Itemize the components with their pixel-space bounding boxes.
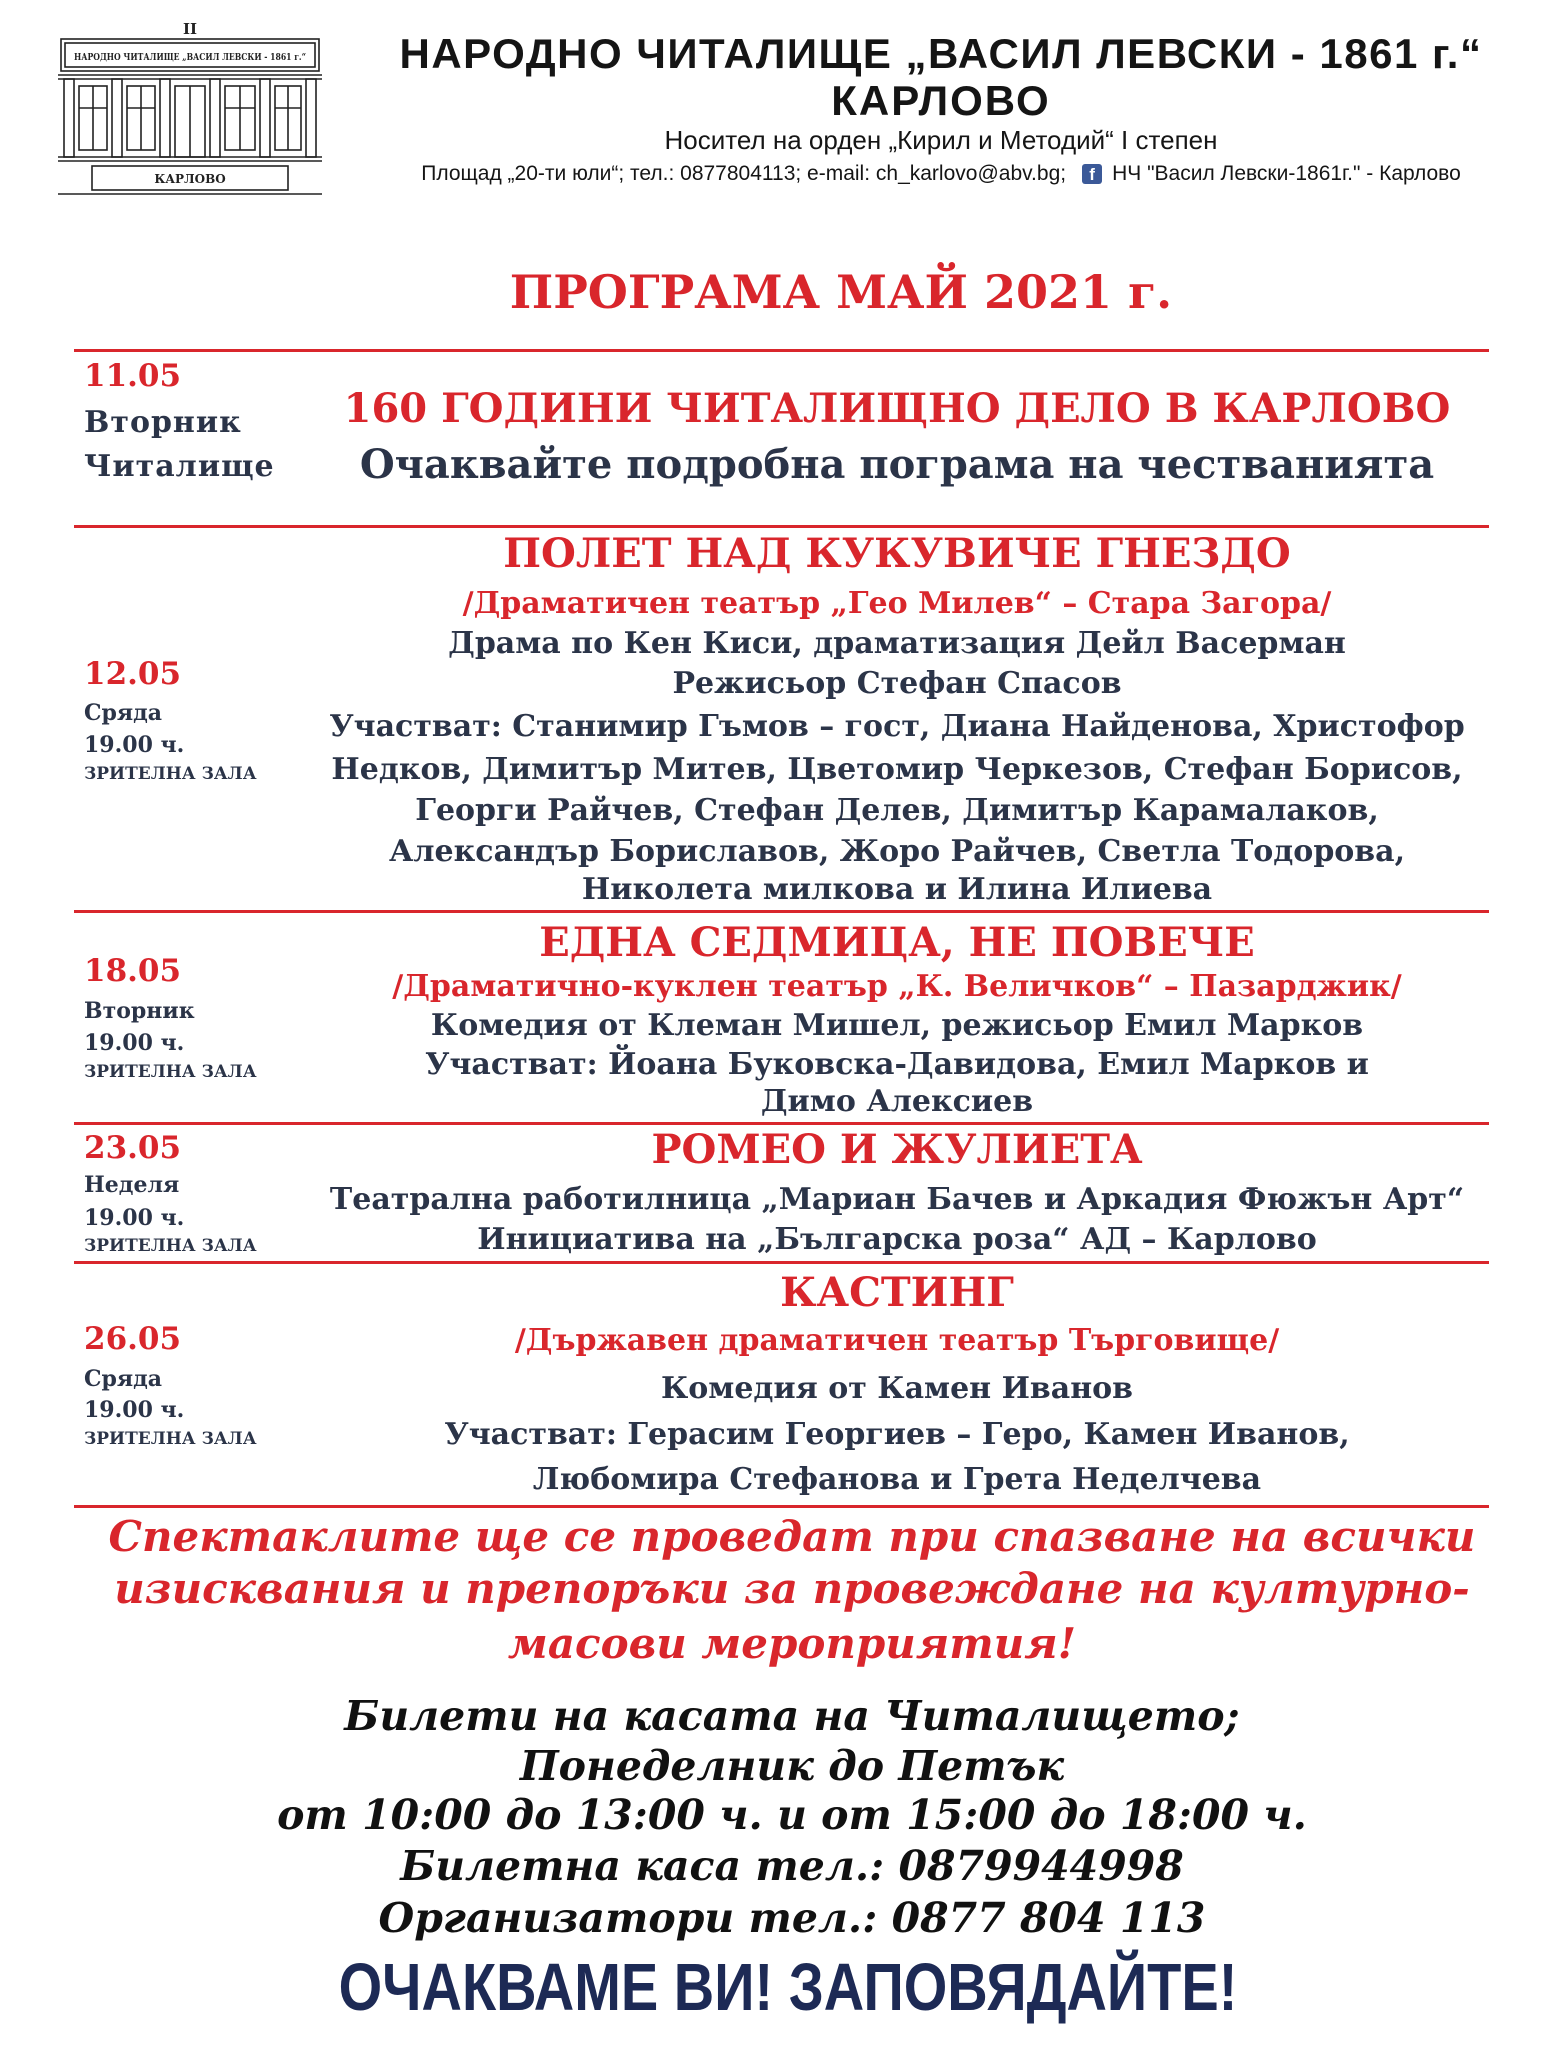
event-line: Участват: Герасим Георгиев – Геро, Камен Иванов, [444,1417,1350,1452]
divider-rule [74,1261,1489,1264]
header-title: НАРОДНО ЧИТАЛИЩЕ „ВАСИЛ ЛЕВСКИ - 1861 г.“ [399,30,1483,77]
event-subtitle: /Държавен драматичен театър Търговище/ [514,1323,1280,1358]
event-title: ЕДНА СЕДМИЦА, НЕ ПОВЕЧЕ [539,919,1255,966]
event-line: Комедия от Клеман Мишел, режисьор Емил Марков [430,1008,1364,1043]
event-venue: ЗРИТЕЛНА ЗАЛА [84,1062,257,1082]
event-line: Режисьор Стефан Спасов [672,666,1122,701]
ticket-line: Понеделник до Петък [519,1742,1065,1790]
event-title: РОМЕО И ЖУЛИЕТА [651,1126,1143,1173]
facebook-page-text: НЧ "Васил Левски-1861г." - Карлово [1112,162,1461,185]
event-time: 19.00 ч. [84,1205,185,1231]
event-day: Сряда [84,700,163,726]
event-line: Комедия от Камен Иванов [660,1371,1134,1406]
ticket-line: от 10:00 до 13:00 ч. и от 15:00 до 18:00 ч. [277,1791,1307,1839]
chitalishte-logo [58,16,322,196]
event-venue: ЗРИТЕЛНА ЗАЛА [84,1429,257,1449]
event-line: Димо Алексиев [760,1084,1034,1119]
event-line: Участват: Станимир Гъмов – гост, Диана Найденова, Христофор [329,709,1465,744]
facebook-icon: f [1082,164,1102,184]
event-time: 19.00 ч. [84,732,185,758]
header-contacts-row [341,160,1541,188]
header-city: КАРЛОВО [831,77,1051,124]
event-line: Николета милкова и Илина Илиева [581,872,1213,907]
event-day: Вторник [84,998,195,1024]
event-date: 12.05 [84,656,182,692]
event-line: Инициатива на „Българска роза“ АД – Карлово [477,1222,1317,1257]
notice-line: масови мероприятия! [507,1619,1077,1668]
event-line: Александър Бориславов, Жоро Райчев, Светла Тодорова, [388,834,1406,869]
ticket-line: Билетна каса тел.: 0879944998 [400,1842,1184,1890]
logo-banner-text: НАРОДНО ЧИТАЛИЩЕ „ВАСИЛ ЛЕВСКИ - 1861 г.“ [74,53,306,63]
event-place: Читалище [84,449,275,484]
event-date: 11.05 [84,358,182,394]
contacts-text: Площад „20-ти юли“; тел.: 0877804113; e-mail: ch_karlovo@abv.bg; [421,162,1067,185]
divider-rule [74,1505,1489,1508]
event-day: Неделя [84,1172,180,1198]
event-date: 18.05 [84,953,182,989]
event-line: Драма по Кен Киси, драматизация Дейл Васерман [448,626,1346,661]
divider-rule [74,910,1489,913]
logo-city-text: КАРЛОВО [154,172,226,186]
event-subtitle: /Драматичен театър „Гео Милев“ – Стара Загора/ [462,586,1332,621]
event-day: Сряда [84,1366,163,1392]
closing-invitation: ОЧАКВАМЕ ВИ! ЗАПОВЯДАЙТЕ! [338,1948,1238,2025]
event-line: Участват: Йоана Буковска-Давидова, Емил Марков и [425,1047,1369,1082]
event-line: Недков, Димитър Митев, Цветомир Черкезов, Стефан Борисов, [331,752,1463,787]
notice-line: изисквания и препоръки за провеждане на културно- [114,1564,1470,1613]
notice-line: Спектаклите ще се проведат при спазване на всички [108,1512,1476,1561]
event-line: Любомира Стефанова и Грета Неделчева [532,1462,1262,1497]
event-title: ПОЛЕТ НАД КУКУВИЧЕ ГНЕЗДО [503,530,1291,577]
ticket-line: Организатори тел.: 0877 804 113 [378,1894,1206,1942]
divider-rule [74,1122,1489,1125]
event-line: Очаквайте подробна пограма на честванията [359,441,1435,488]
event-line: Театрална работилница „Мариан Бачев и Аркадия Фюжън Арт“ [329,1182,1465,1217]
event-line: Георги Райчев, Стефан Делев, Димитър Карамалаков, [415,793,1379,828]
event-subtitle: /Драматично-куклен театър „К. Величков“ – Пазарджик/ [392,969,1402,1004]
logo-number: II [182,20,198,38]
divider-rule [74,525,1489,528]
event-date: 26.05 [84,1321,182,1357]
event-day: Вторник [84,405,242,440]
event-title: КАСТИНГ [780,1269,1014,1316]
event-date: 23.05 [84,1130,182,1166]
divider-rule [74,349,1489,352]
header-order-line: Носител на орден „Кирил и Методий“ I степен [664,125,1218,155]
event-venue: ЗРИТЕЛНА ЗАЛА [84,764,257,784]
event-venue: ЗРИТЕЛНА ЗАЛА [84,1236,257,1256]
ticket-line: Билети на касата на Читалището; [344,1692,1240,1740]
event-title: 160 ГОДИНИ ЧИТАЛИЩНО ДЕЛО В КАРЛОВО [343,385,1451,432]
event-time: 19.00 ч. [84,1030,185,1056]
event-time: 19.00 ч. [84,1397,185,1423]
program-title: ПРОГРАМА МАЙ 2021 г. [509,265,1173,319]
